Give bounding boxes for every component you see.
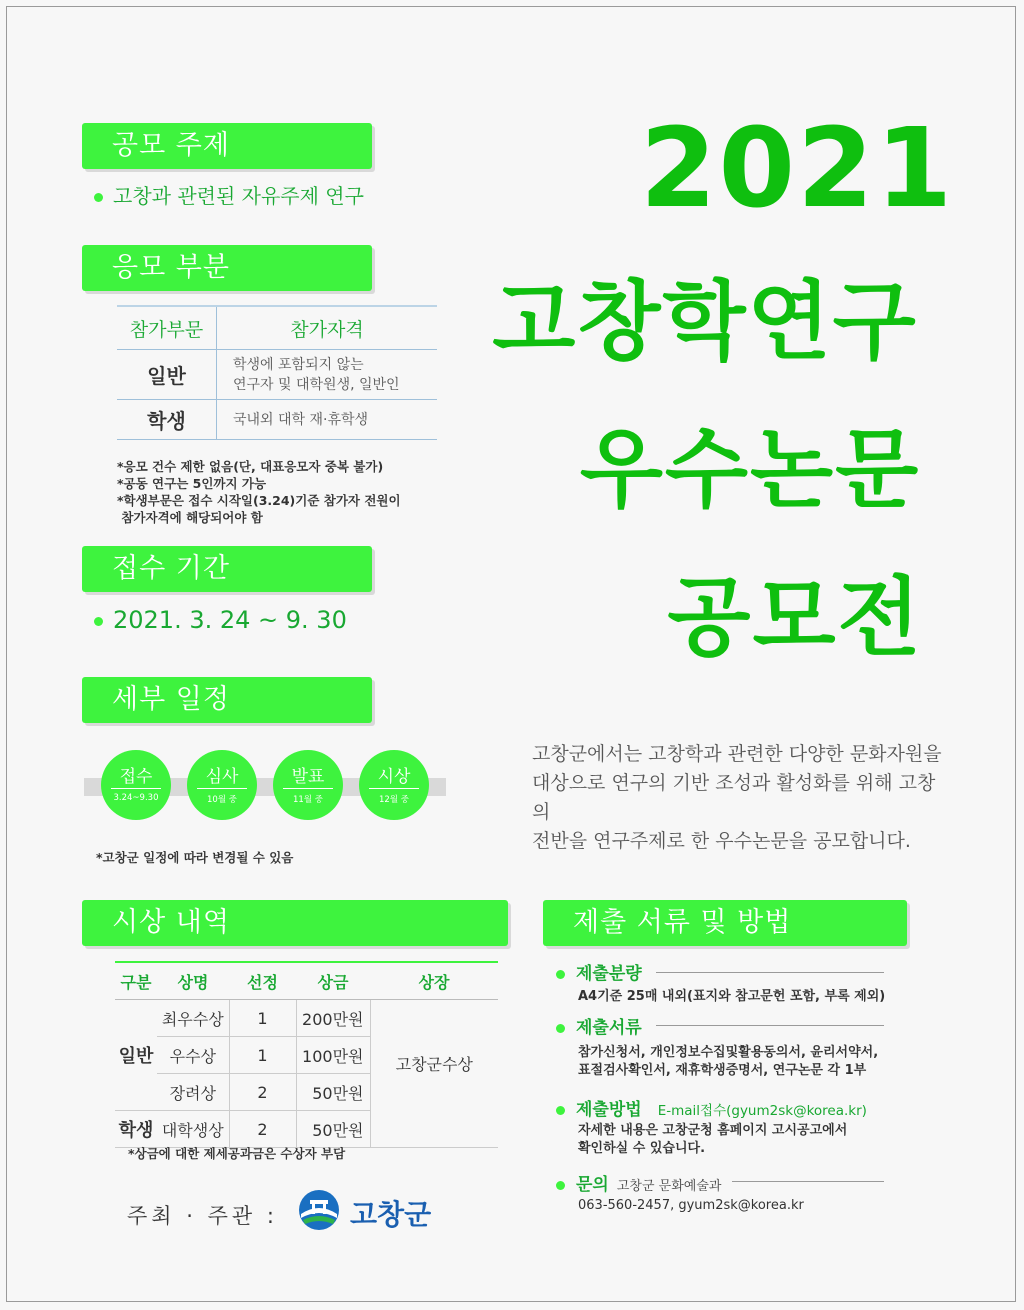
prize-count: 2 <box>229 1074 296 1111</box>
bullet-icon <box>556 1181 565 1190</box>
title-line3: 공모전 <box>667 568 923 668</box>
prize-note: *상금에 대한 제세공과금은 수상자 부담 <box>128 1146 346 1161</box>
prize-name: 대학생상 <box>157 1111 229 1148</box>
prize-count: 1 <box>229 1000 296 1037</box>
prize-col-header: 선정 <box>229 962 296 1000</box>
title-line2: 우수논문 <box>579 420 921 520</box>
organizer-label: 주최 · 주관 : <box>127 1204 278 1228</box>
prize-group-general: 일반 <box>115 1000 157 1111</box>
prize-money: 100만원 <box>296 1037 370 1074</box>
period-value: 2021. 3. 24 ~ 9. 30 <box>94 606 347 634</box>
category-table <box>117 305 437 440</box>
prize-count: 1 <box>229 1037 296 1074</box>
title-year: 2021 <box>640 104 955 232</box>
category-name: 일반 <box>117 350 217 400</box>
submission-item-title: 제출분량 <box>556 959 642 984</box>
submission-item-title: 제출서류 <box>556 1013 642 1038</box>
topic-heading: 공모 주제 <box>82 123 372 169</box>
intro-text: 고창군에서는 고창학과 관련한 다양한 문화자원을 대상으로 연구의 기반 조성과 활성화를 위해 고창의 전반을 연구주제로 한 우수논문을 공모합니다. <box>532 743 942 852</box>
category-heading: 응모 부분 <box>82 245 372 291</box>
submission-item-desc: 063-560-2457, gyum2sk@korea.kr <box>578 1198 804 1213</box>
submission-item-desc: A4기준 25매 내외(표지와 참고문헌 포함, 부록 제외) <box>578 989 886 1004</box>
submission-item-desc: 참가신청서, 개인정보수집및활용동의서, 윤리서약서, 표절검사확인서, 재휴학생증명서, 연구논문 각 1부 <box>578 1045 879 1078</box>
prize-name: 장려상 <box>157 1074 229 1111</box>
bullet-icon <box>94 193 103 202</box>
divider <box>656 972 884 973</box>
prize-heading: 시상 내역 <box>82 900 508 946</box>
prize-certificate: 고창군수상 <box>370 1000 498 1148</box>
prize-name: 최우수상 <box>157 1000 229 1037</box>
prize-col-header: 상금 <box>296 962 370 1000</box>
prize-group-student: 학생 <box>115 1111 157 1148</box>
schedule-heading: 세부 일정 <box>82 677 372 723</box>
period-heading: 접수 기간 <box>82 546 372 592</box>
schedule-note: *고창군 일정에 따라 변경될 수 있음 <box>96 850 294 865</box>
timeline-step: 발표 11월 중 <box>273 750 343 820</box>
category-col-header: 참가부문 <box>117 306 217 350</box>
category-col-header: 참가자격 <box>217 306 438 350</box>
topic-item: 고창과 관련된 자유주제 연구 <box>94 180 364 209</box>
prize-money: 50만원 <box>296 1111 370 1148</box>
bullet-icon <box>556 1106 565 1115</box>
divider <box>656 1025 884 1026</box>
gochang-logo-icon <box>297 1188 341 1232</box>
timeline-step: 심사 10월 중 <box>187 750 257 820</box>
timeline-step: 시상 12월 중 <box>359 750 429 820</box>
prize-money: 50만원 <box>296 1074 370 1111</box>
category-name: 학생 <box>117 400 217 440</box>
prize-money: 200만원 <box>296 1000 370 1037</box>
organizer-name: 고창군 <box>350 1198 432 1231</box>
prize-count: 2 <box>229 1111 296 1148</box>
submission-item-title: 문의 고창군 문화예술과 <box>556 1170 721 1195</box>
prize-col-header: 상장 <box>370 962 498 1000</box>
prize-col-header: 상명 <box>157 962 229 1000</box>
divider <box>732 1181 884 1182</box>
timeline-step: 접수 3.24~9.30 <box>101 750 171 820</box>
prize-name: 우수상 <box>157 1037 229 1074</box>
category-desc: 학생에 포함되지 않는 연구자 및 대학원생, 일반인 <box>217 350 438 400</box>
submission-item-desc: 자세한 내용은 고창군청 홈페이지 고시공고에서 확인하실 수 있습니다. <box>578 1123 848 1156</box>
title-line1: 고창학연구 <box>492 272 918 372</box>
submission-heading: 제출 서류 및 방법 <box>543 900 907 946</box>
bullet-icon <box>94 617 103 626</box>
bullet-icon <box>556 1024 565 1033</box>
submission-item-title: 제출방법 E-mail접수(gyum2sk@korea.kr) <box>556 1095 867 1120</box>
bullet-icon <box>556 970 565 979</box>
prize-col-header: 구분 <box>115 962 157 1000</box>
prize-table <box>115 961 498 1148</box>
category-desc: 국내외 대학 재·휴학생 <box>217 400 438 440</box>
category-notes: *응모 건수 제한 없음(단, 대표응모자 중복 불가) *공동 연구는 5인까지 가능 *학생부문은 접수 시작일(3.24)기준 참가자 전원이 참가자격에 해당되어야 함 <box>117 459 401 525</box>
